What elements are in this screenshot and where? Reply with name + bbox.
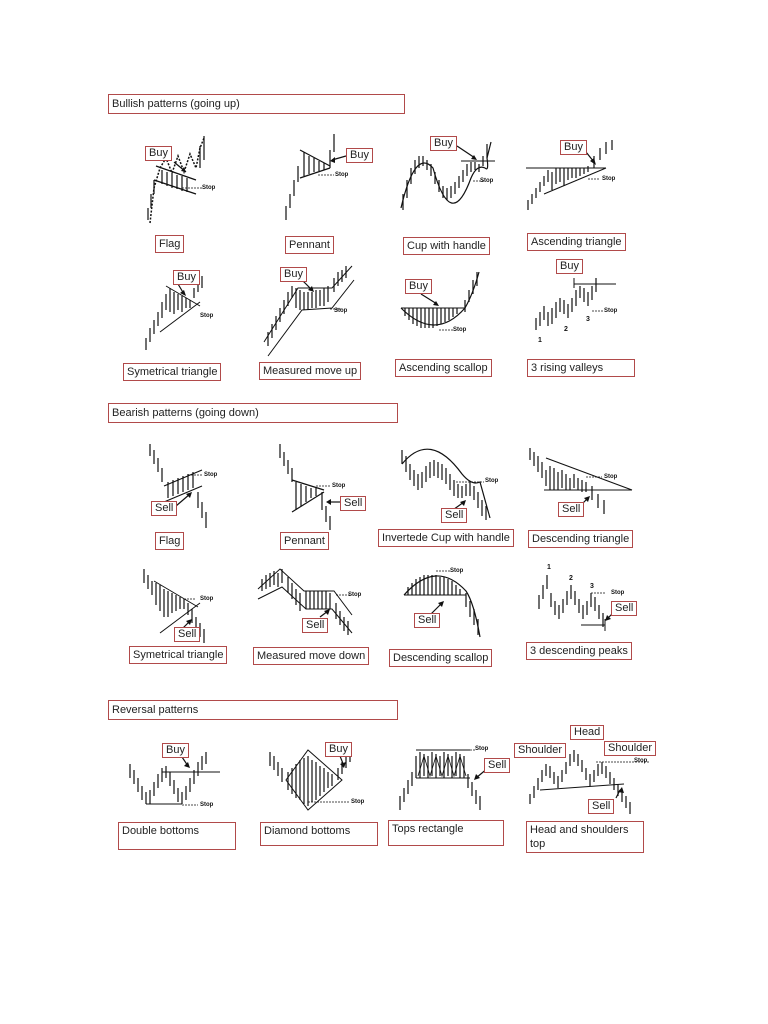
three-rising-valleys-caption: 3 rising valleys — [527, 359, 635, 377]
symetrical-triangle-bullish-buy-tag: Buy — [173, 270, 200, 285]
valley-1-label: 1 — [538, 337, 542, 344]
symetrical-triangle-bearish-stop-label: Stop — [200, 596, 214, 602]
cup-buy-tag: Buy — [430, 136, 457, 151]
pattern-descending-scallop — [388, 563, 538, 691]
symetrical-triangle-bullish-stop-label: Stop — [200, 313, 214, 319]
head-and-shoulders-caption: Head and shoulders top — [526, 821, 644, 853]
peak-3-label: 3 — [590, 583, 594, 590]
ascending-triangle-diagram — [522, 128, 672, 233]
valley-3-label: 3 — [586, 316, 590, 323]
peak-1-label: 1 — [547, 564, 551, 571]
double-bottoms-caption: Double bottoms — [118, 822, 236, 850]
inverted-cup-sell-tag: Sell — [441, 508, 467, 523]
inverted-cup-stop-label: Stop — [485, 478, 499, 484]
pennant-bullish-caption: Pennant — [285, 236, 334, 254]
measured-move-up-buy-tag: Buy — [280, 267, 307, 282]
descending-scallop-stop-label: Stop — [450, 568, 464, 574]
flag-bearish-stop-label: Stop — [204, 472, 218, 478]
descending-triangle-sell-tag: Sell — [558, 502, 584, 517]
pattern-ascending-triangle — [522, 128, 672, 256]
right-shoulder-tag: Shoulder — [604, 741, 656, 756]
pattern-head-and-shoulders-top — [520, 728, 670, 856]
three-descending-peaks-stop-label: Stop — [611, 590, 625, 596]
measured-move-down-caption: Measured move down — [253, 647, 369, 665]
pennant-bearish-caption: Pennant — [280, 532, 329, 550]
descending-scallop-caption: Descending scallop — [389, 649, 492, 667]
head-and-shoulders-stop-label: Stop — [634, 758, 648, 764]
pattern-measured-move-down — [252, 563, 402, 691]
pennant-bearish-sell-tag: Sell — [340, 496, 366, 511]
measured-move-up-stop-label: Stop — [334, 308, 348, 314]
symetrical-triangle-bullish-caption: Symetrical triangle — [123, 363, 221, 381]
pattern-double-bottoms — [118, 742, 268, 870]
inverted-cup-caption: Invertede Cup with handle — [378, 529, 514, 547]
double-bottoms-stop-label: Stop — [200, 802, 214, 808]
tops-rectangle-caption: Tops rectangle — [388, 820, 504, 846]
pennant-bearish-stop-label: Stop — [332, 483, 346, 489]
measured-move-up-caption: Measured move up — [259, 362, 361, 380]
three-rising-valleys-stop-label: Stop — [604, 308, 618, 314]
ascending-triangle-stop-label: Stop — [602, 176, 616, 182]
valley-2-label: 2 — [564, 326, 568, 333]
pattern-descending-triangle — [522, 440, 672, 568]
three-descending-peaks-caption: 3 descending peaks — [526, 642, 632, 660]
descending-scallop-sell-tag: Sell — [414, 613, 440, 628]
descending-triangle-caption: Descending triangle — [528, 530, 633, 548]
pattern-symetrical-triangle-bullish — [120, 262, 270, 390]
ascending-scallop-caption: Ascending scallop — [395, 359, 492, 377]
three-rising-valleys-buy-tag: Buy — [556, 259, 583, 274]
cup-stop-label: Stop — [480, 178, 494, 184]
head-and-shoulders-sell-tag: Sell — [588, 799, 614, 814]
pennant-bullish-buy-tag: Buy — [346, 148, 373, 163]
descending-triangle-stop-label: Stop — [604, 474, 618, 480]
three-descending-peaks-sell-tag: Sell — [611, 601, 637, 616]
flag-bullish-stop-label: Stop — [202, 185, 216, 191]
flag-bullish-diagram — [120, 128, 270, 233]
section-header-reversal: Reversal patterns — [108, 700, 398, 720]
pattern-tops-rectangle — [390, 742, 540, 870]
ascending-triangle-caption: Ascending triangle — [527, 233, 626, 251]
ascending-triangle-buy-tag: Buy — [560, 140, 587, 155]
flag-bullish-caption: Flag — [155, 235, 184, 253]
diamond-bottoms-stop-label: Stop — [351, 799, 365, 805]
pattern-inverted-cup — [380, 440, 530, 568]
ascending-scallop-stop-label: Stop — [453, 327, 467, 333]
tops-rectangle-stop-label: Stop — [475, 746, 489, 752]
tops-rectangle-sell-tag: Sell — [484, 758, 510, 773]
ascending-scallop-buy-tag: Buy — [405, 279, 432, 294]
pattern-flag-bullish — [120, 128, 270, 256]
left-shoulder-tag: Shoulder — [514, 743, 566, 758]
pattern-three-descending-peaks — [525, 563, 675, 691]
flag-bearish-caption: Flag — [155, 532, 184, 550]
symetrical-triangle-bearish-sell-tag: Sell — [174, 627, 200, 642]
pattern-three-rising-valleys — [522, 262, 672, 390]
measured-move-down-sell-tag: Sell — [302, 618, 328, 633]
flag-bullish-buy-tag: Buy — [145, 146, 172, 161]
pattern-measured-move-up — [258, 262, 408, 390]
section-header-bearish: Bearish patterns (going down) — [108, 403, 398, 423]
symetrical-triangle-bearish-caption: Symetrical triangle — [129, 646, 227, 664]
flag-bearish-diagram — [120, 440, 270, 545]
pattern-diamond-bottoms — [260, 742, 410, 870]
double-bottoms-buy-tag: Buy — [162, 743, 189, 758]
head-tag: Head — [570, 725, 604, 740]
three-rising-valleys-diagram — [522, 262, 672, 367]
peak-2-label: 2 — [569, 575, 573, 582]
diamond-bottoms-caption: Diamond bottoms — [260, 822, 378, 846]
measured-move-down-stop-label: Stop — [348, 592, 362, 598]
pattern-flag-bearish — [120, 440, 270, 568]
section-header-bullish: Bullish patterns (going up) — [108, 94, 405, 114]
diamond-bottoms-buy-tag: Buy — [325, 742, 352, 757]
flag-bearish-sell-tag: Sell — [151, 501, 177, 516]
pennant-bullish-stop-label: Stop — [335, 172, 349, 178]
cup-with-handle-caption: Cup with handle — [403, 237, 490, 255]
